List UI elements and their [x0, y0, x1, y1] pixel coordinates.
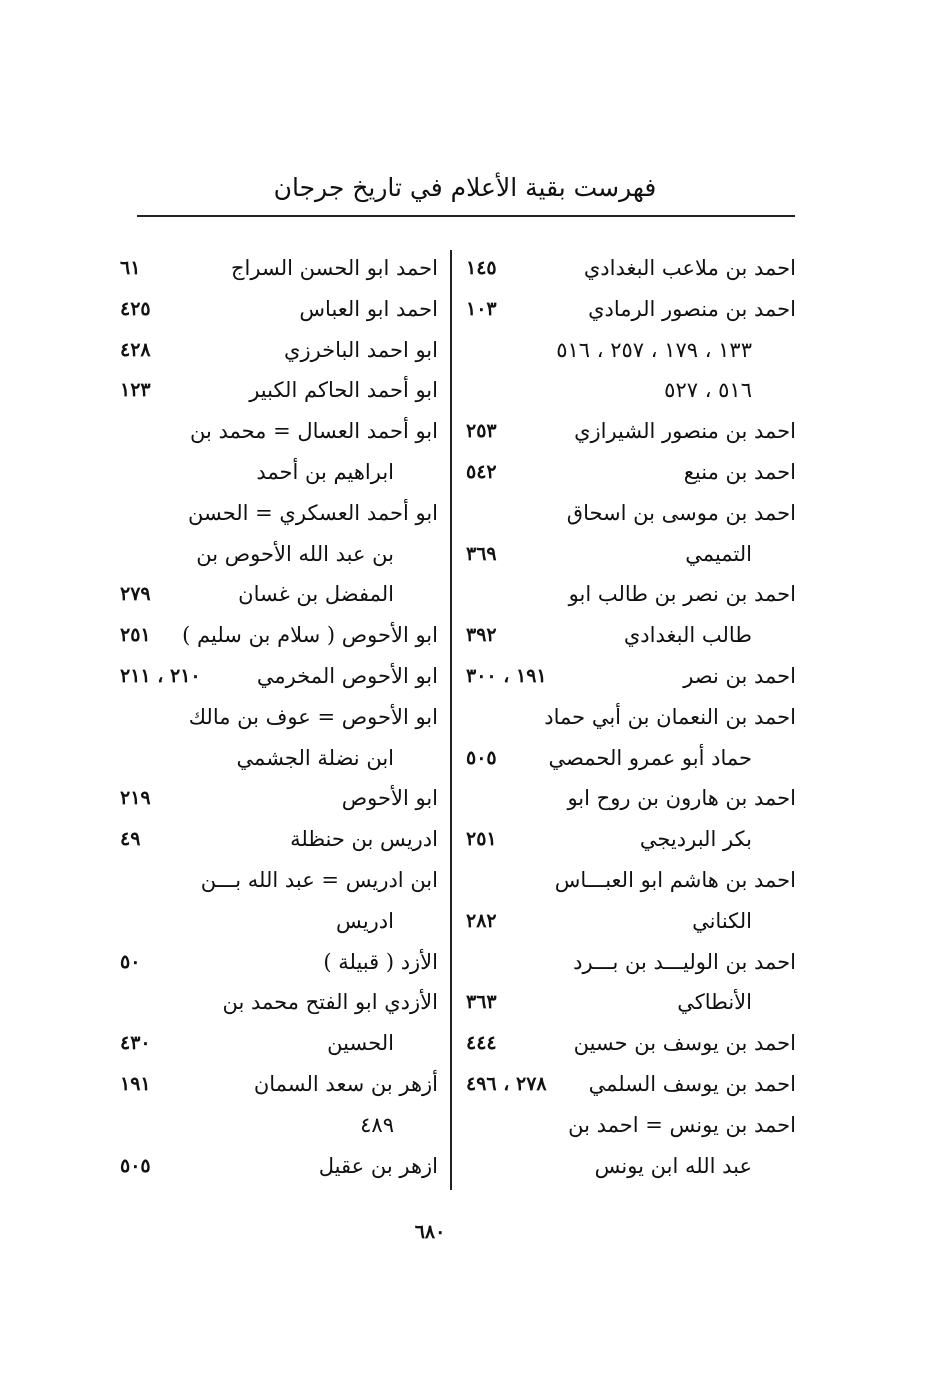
index-entry [112, 574, 444, 614]
entry-name: احمد بن يوسف السلمي [588, 1072, 796, 1096]
entry-name: الأزدي ابو الفتح محمد بن [222, 990, 438, 1015]
entry-name: احمد بن موسى بن اسحاق [566, 500, 796, 525]
entry-name: ازهر بن عقيل [318, 1153, 438, 1178]
entry-name: ابو الأحوص ( سلام بن سليم ) [182, 623, 438, 648]
entry-name: احمد بن نصر بن طالب ابو [568, 582, 796, 607]
page-title: فهرست بقية الأعلام في تاريخ جرجان [273, 173, 657, 202]
entry-page-ref: ١٩١ [120, 1073, 151, 1095]
index-column-left [112, 248, 444, 1193]
entry-page-ref: ٢٥١ [120, 624, 151, 647]
entry-page-ref: ١٠٣ [466, 297, 497, 320]
entry-name: بن عبد الله الأحوص بن [196, 541, 394, 566]
index-entry [462, 819, 802, 859]
entry-page-ref: ٢٧٨ ، ٤٩٦ [466, 1073, 547, 1095]
entry-page-ref: ٤٩ [120, 828, 141, 851]
entry-name: عبد الله ابن يونس [594, 1153, 752, 1178]
entry-name: احمد ابو العباس [299, 296, 438, 321]
index-entry [462, 860, 802, 900]
index-entry [462, 901, 802, 941]
entry-name: ابو أحمد العسكري = الحسن [187, 500, 438, 525]
index-entry [462, 411, 802, 451]
entry-page-ref: ٤٢٨ [120, 338, 151, 361]
entry-name: احمد بن منصور الرمادي [588, 296, 796, 321]
index-entry [112, 942, 444, 982]
entry-name: احمد بن منيع [683, 460, 796, 484]
entry-name: احمد بن هارون بن روح ابو [567, 786, 796, 811]
entry-name: احمد بن منصور الشيرازي [574, 419, 796, 444]
entry-name: ادريس [336, 908, 394, 933]
entry-name: حماد أبو عمرو الحمصي [548, 745, 752, 770]
index-entry [112, 248, 444, 288]
index-entry [462, 982, 802, 1022]
entry-name: ابو احمد الباخرزي [284, 337, 438, 362]
index-entry [462, 452, 802, 492]
index-entry [462, 738, 802, 778]
entry-name: التميمي [685, 541, 752, 566]
index-entry [462, 697, 802, 737]
entry-name: ابن ادريس = عبد الله بـــن [200, 868, 438, 892]
page-number: ٦٨٠ [414, 1221, 446, 1243]
index-entry [462, 778, 802, 818]
entry-page-ref: ٢٨٢ [466, 909, 497, 932]
entry-name: ابو الأحوص [341, 786, 438, 811]
index-entry [112, 330, 444, 370]
index-entry [462, 370, 802, 410]
entry-page-ref: ٥٤٢ [466, 461, 497, 483]
entry-name: ابو الأحوص المخرمي [256, 664, 438, 688]
entry-name: ٥١٦ ، ٥٢٧ [664, 378, 752, 403]
index-entry [462, 1023, 802, 1063]
index-entry [462, 1064, 802, 1104]
entry-name: بكر البرديجي [639, 827, 752, 852]
entry-name: ابراهيم بن أحمد [256, 460, 394, 484]
entry-page-ref: ٣٩٢ [466, 624, 497, 647]
entry-page-ref: ١٤٥ [466, 257, 497, 279]
entry-page-ref: ٥٠٥ [120, 1154, 151, 1177]
index-entry [462, 942, 802, 982]
index-entry [112, 534, 444, 574]
index-entry [112, 493, 444, 533]
index-entry [462, 574, 802, 614]
index-entry [112, 615, 444, 655]
column-divider [450, 250, 452, 1190]
entry-name: احمد بن ملاعب البغدادي [583, 256, 796, 280]
index-entry [462, 534, 802, 574]
entry-name: الحسين [327, 1031, 394, 1056]
index-entry [112, 738, 444, 778]
entry-page-ref: ٢٧٩ [120, 583, 151, 606]
entry-page-ref: ٤٤٤ [466, 1032, 497, 1055]
index-entry [112, 778, 444, 818]
index-column-right [462, 248, 802, 1193]
entry-name: احمد بن النعمان بن أبي حماد [544, 704, 796, 729]
entry-page-ref: ١٢٣ [120, 379, 151, 402]
entry-name: ١٣٣ ، ١٧٩ ، ٢٥٧ ، ٥١٦ [556, 337, 752, 362]
entry-page-ref: ٥٠ [120, 950, 141, 973]
entry-name: احمد بن يوسف بن حسين [573, 1031, 796, 1056]
index-entry [462, 1105, 802, 1145]
title-rule [137, 215, 795, 217]
entry-page-ref: ٢٥٣ [466, 420, 497, 443]
entry-name: احمد بن هاشم ابو العبـــاس [554, 868, 796, 892]
entry-name: ادريس بن حنظلة [290, 827, 438, 852]
entry-page-ref: ٤٣٠ [120, 1032, 151, 1055]
index-entry [112, 289, 444, 329]
index-entry [112, 1146, 444, 1186]
index-entry [112, 982, 444, 1022]
entry-name: أزهر بن سعد السمان [253, 1072, 438, 1096]
index-entry [112, 1023, 444, 1063]
index-entry [462, 248, 802, 288]
index-entry [462, 656, 802, 696]
index-entry [112, 1064, 444, 1104]
index-entry [112, 901, 444, 941]
index-entry [462, 615, 802, 655]
entry-name: ٤٨٩ [360, 1112, 394, 1137]
entry-name: ابو الأحوص = عوف بن مالك [188, 704, 438, 729]
index-entry [112, 860, 444, 900]
entry-name: ابن نضلة الجشمي [236, 745, 394, 770]
index-entry [112, 411, 444, 451]
index-entry [462, 289, 802, 329]
index-entry [112, 819, 444, 859]
entry-name: طالب البغدادي [623, 623, 752, 648]
entry-page-ref: ١٩١ ، ٣٠٠ [466, 665, 547, 687]
entry-page-ref: ٣٦٩ [466, 542, 497, 565]
index-entry [112, 656, 444, 696]
entry-page-ref: ٣٦٣ [466, 991, 497, 1014]
entry-name: المفضل بن غسان [238, 582, 394, 607]
entry-page-ref: ٤٢٥ [120, 297, 151, 320]
index-entry [462, 1146, 802, 1186]
entry-name: ابو أحمد الحاكم الكبير [249, 378, 438, 403]
index-entry [112, 1105, 444, 1145]
entry-page-ref: ٦١ [120, 257, 141, 279]
entry-name: الكناني [692, 908, 752, 933]
entry-page-ref: ٢١٩ [120, 787, 151, 810]
entry-name: احمد بن يونس = احمد بن [568, 1112, 796, 1137]
entry-page-ref: ٥٠٥ [466, 746, 497, 769]
entry-name: الأزد ( قبيلة ) [323, 949, 438, 974]
entry-name: احمد بن الوليـــد بن بـــرد [573, 949, 796, 974]
index-entry [462, 493, 802, 533]
index-entry [462, 330, 802, 370]
entry-name: ابو أحمد العسال = محمد بن [189, 419, 438, 444]
entry-page-ref: ٢١٠ ، ٢١١ [120, 665, 201, 687]
index-entry [112, 697, 444, 737]
entry-page-ref: ٢٥١ [466, 828, 497, 851]
index-entry [112, 370, 444, 410]
entry-name: احمد بن نصر [683, 664, 796, 688]
entry-name: الأنطاكي [677, 990, 752, 1015]
index-entry [112, 452, 444, 492]
entry-name: احمد ابو الحسن السراج [231, 256, 438, 280]
